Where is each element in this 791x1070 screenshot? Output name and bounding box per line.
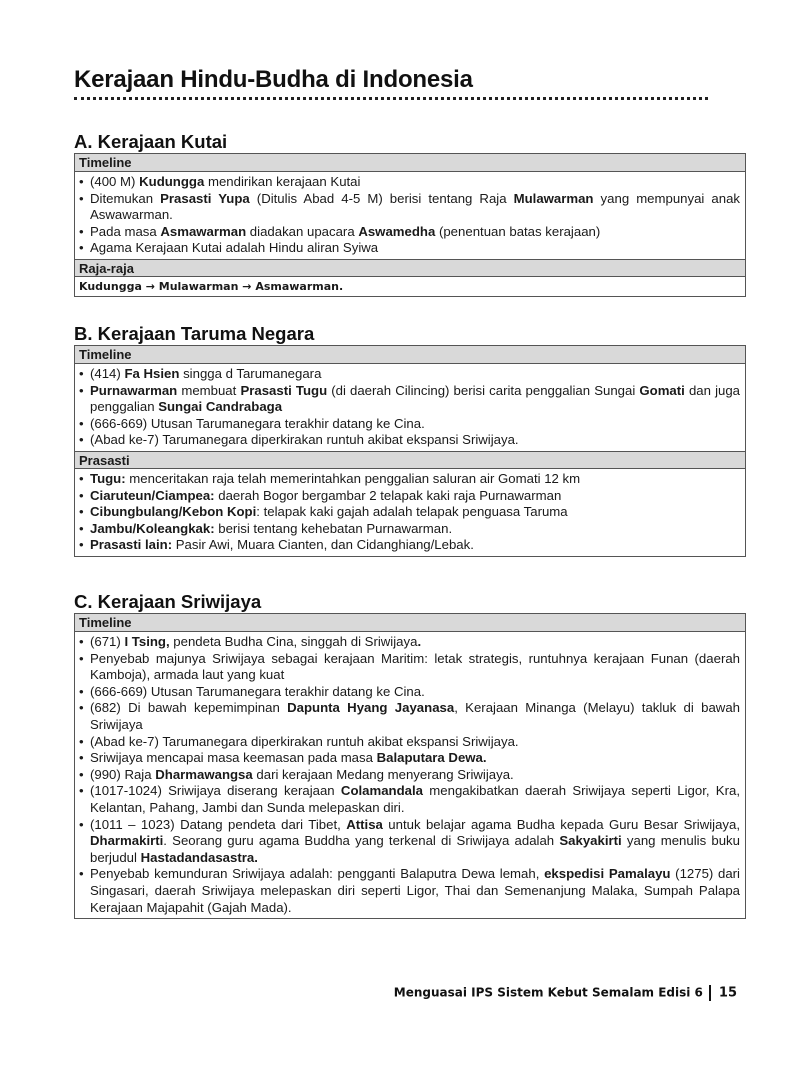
page-title: Kerajaan Hindu-Budha di Indonesia [74, 66, 473, 93]
list-item [79, 866, 740, 916]
bold-text: Fa Hsien [124, 366, 180, 381]
text-run: (400 M) [90, 174, 140, 189]
list-item [79, 684, 740, 701]
text-run: membuat [177, 382, 241, 398]
bold-text: Prasasti Yupa [160, 190, 250, 206]
text-run: Sriwijaya mencapai masa keemasan pada masa [90, 750, 377, 766]
text-run: (Ditulis Abad 4-5 M) berisi tentang Raja [249, 190, 514, 206]
title-dotted-rule [74, 97, 708, 100]
list-item [79, 174, 740, 191]
text-run: diadakan upacara [246, 223, 359, 239]
section-heading-sriwijaya: C. Kerajaan Sriwijaya [74, 591, 262, 612]
text-run: (Abad ke-7) Tarumanegara diperkirakan runtuh akibat ekspansi Sriwijaya. [90, 432, 519, 448]
list-item [79, 224, 740, 241]
text-run: : telapak kaki gajah adalah telapak penguasa Taruma [256, 504, 568, 520]
text-run: mendirikan kerajaan Kutai [204, 174, 361, 189]
text-run: berisi tentang kehebatan Purnawarman. [214, 520, 453, 536]
taruma-prasasti-list [75, 469, 745, 556]
sriwijaya-timeline-list [75, 632, 745, 918]
bold-text: Aswamedha [358, 223, 436, 239]
text-run: Penyebab kemunduran Sriwijaya adalah: pengganti Balaputra Dewa lemah, [90, 866, 545, 882]
list-item [79, 634, 740, 651]
kutai-raja-label: Raja-raja [75, 259, 745, 277]
text-run: (penentuan batas kerajaan) [435, 223, 601, 239]
list-item [79, 783, 740, 816]
bold-text: Hastadandasastra. [140, 849, 258, 865]
bold-text: Sakyakirti [559, 833, 622, 849]
text-run: menceritakan raja telah memerintahkan penggalian saluran air Gomati 12 km [125, 470, 581, 486]
bold-text: Dharmawangsa [155, 766, 253, 782]
list-item [79, 504, 740, 521]
taruma-timeline-label: Timeline [75, 346, 745, 364]
text-run: (1275) dari Singasari, daerah Sriwijaya melepaskan diri seperti Ligor, Thai dan Semenanjung Malaka, Sumpah Palapa Kerajaan Majapahit (Gajah Mada). [90, 866, 740, 915]
list-item [79, 240, 740, 257]
text-run: (di daerah Cilincing) berisi carita penggalian Sungai [327, 382, 640, 398]
text-run: (414) [90, 366, 125, 381]
kutai-timeline-label: Timeline [75, 154, 745, 172]
bold-text: Dharmakirti [90, 833, 164, 849]
list-item [79, 521, 740, 538]
text-run: daerah Bogor bergambar 2 telapak kaki raja Purnawarman [214, 487, 562, 503]
bold-text: Prasasti Tugu [240, 382, 328, 398]
bold-text: Colamandala [340, 783, 424, 799]
list-item [79, 651, 740, 684]
bold-text: Gomati [639, 382, 685, 398]
text-run: singga d Tarumanegara [179, 366, 322, 381]
page-footer [394, 985, 737, 1001]
list-item [79, 700, 740, 733]
text-run: . Seorang guru agama Buddha yang terkenal di Sriwijaya adalah [163, 833, 560, 849]
text-run: (1017-1024) Sriwijaya diserang kerajaan [90, 783, 341, 799]
text-run: (1011 – 1023) Datang pendeta dari Tibet, [90, 816, 347, 832]
list-item [79, 537, 740, 554]
bold-text: Sungai Candrabaga [158, 399, 283, 415]
list-item [79, 471, 740, 488]
list-item [79, 817, 740, 867]
bold-text: Balaputara Dewa. [376, 750, 487, 766]
list-item [79, 488, 740, 505]
text-run: Pada masa [90, 223, 161, 239]
list-item [79, 416, 740, 433]
text-run: (671) [90, 634, 125, 649]
text-run: (990) Raja [90, 766, 156, 782]
bold-text: Jambu/Koleangkak: [90, 520, 215, 536]
taruma-timeline-list [75, 364, 745, 451]
bold-text: I Tsing, [124, 634, 170, 649]
list-item [79, 383, 740, 416]
list-item [79, 432, 740, 449]
text-run: , Kerajaan Minanga (Melayu) takluk di bawah Sriwijaya [90, 700, 740, 732]
text-run: (682) Di bawah kepemimpinan [90, 700, 288, 716]
kutai-raja-sequence: Kudungga → Mulawarman → Asmawarman. [79, 279, 344, 293]
section-heading-kutai: A. Kerajaan Kutai [74, 131, 228, 152]
text-run: Pasir Awi, Muara Cianten, dan Cidanghiang/Lebak. [172, 537, 474, 553]
bold-text: Dapunta Hyang Jayanasa [287, 700, 455, 716]
text-run: dari kerajaan Medang menyerang Sriwijaya. [252, 766, 514, 782]
taruma-table [74, 345, 746, 557]
bold-text: Cibungbulang/Kebon Kopi [90, 504, 257, 520]
list-item [79, 750, 740, 767]
bold-text: Kudungga [139, 174, 205, 189]
list-item [79, 191, 740, 224]
text-run: (666-669) Utusan Tarumanegara terakhir datang ke Cina. [90, 683, 425, 699]
footer-separator [709, 985, 711, 1001]
text-run: Penyebab majunya Sriwijaya sebagai kerajaan Maritim: letak strategis, runtuhnya kerajaan Funan (daerah Kamboja), armada laut yang kuat [90, 650, 740, 683]
bold-text: . [417, 634, 422, 649]
text-run: untuk belajar agama Budha kepada Guru Besar Sriwijaya, [382, 816, 741, 832]
kutai-table [74, 153, 746, 297]
list-item [79, 366, 740, 383]
sriwijaya-table [74, 613, 746, 919]
bold-text: Purnawarman [90, 382, 178, 398]
text-run: (666-669) Utusan Tarumanegara terakhir datang ke Cina. [90, 415, 425, 431]
text-run: yang menulis buku berjudul [90, 833, 740, 865]
section-heading-taruma: B. Kerajaan Taruma Negara [74, 323, 315, 344]
bold-text: Prasasti lain: [90, 537, 173, 553]
text-run: dan juga penggalian [90, 382, 741, 415]
text-run: pendeta Budha Cina, singgah di Sriwijaya [169, 634, 418, 649]
list-item [79, 734, 740, 751]
text-run: mengakibatkan daerah Sriwijaya seperti Ligor, Kra, Kelantan, Pahang, Jambi dan Sunda melepaskan diri. [90, 783, 740, 815]
text-run: Agama Kerajaan Kutai adalah Hindu aliran Syiwa [90, 240, 379, 256]
text-run: (Abad ke-7) Tarumanegara diperkirakan runtuh akibat ekspansi Sriwijaya. [90, 733, 519, 749]
bold-text: Attisa [346, 816, 383, 832]
bold-text: Ciaruteun/Ciampea: [90, 487, 215, 503]
bold-text: ekspedisi Pamalayu [544, 866, 671, 882]
list-item [79, 767, 740, 784]
bold-text: Asmawarman [160, 223, 247, 239]
page-number: 15 [718, 985, 737, 1001]
sriwijaya-timeline-label: Timeline [75, 614, 745, 632]
text-run: Ditemukan [90, 190, 161, 206]
text-run: yang mempunyai anak Aswawarman. [90, 190, 741, 223]
footer-book-title: Menguasai IPS Sistem Kebut Semalam Edisi 6 [393, 985, 703, 1000]
taruma-prasasti-label: Prasasti [75, 451, 745, 469]
bold-text: Tugu: [90, 470, 126, 486]
bold-text: Mulawarman [513, 190, 594, 206]
kutai-timeline-list [75, 172, 745, 259]
